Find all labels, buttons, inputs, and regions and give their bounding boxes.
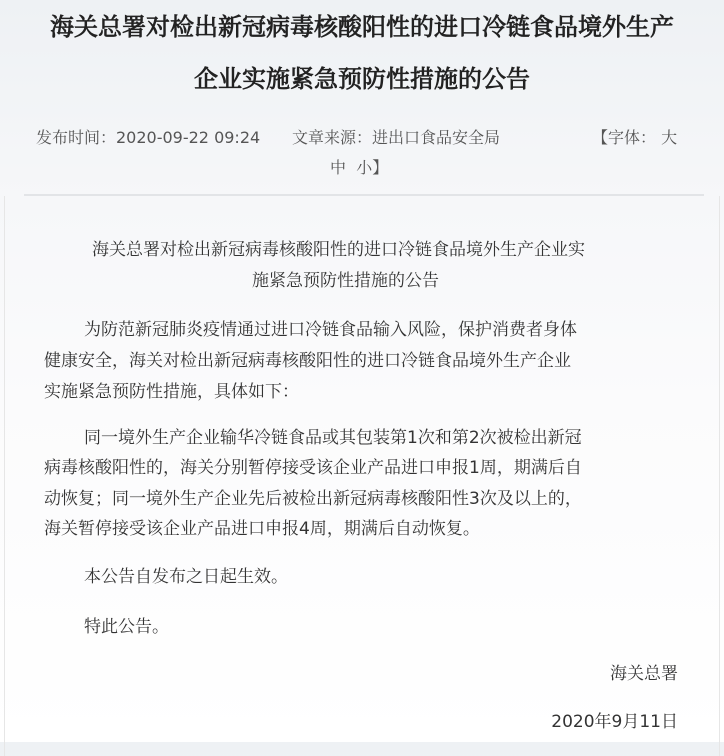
font-size-selector-cont bbox=[330, 157, 388, 179]
paragraph-1-line-2: 健康安全，海关对检出新冠病毒核酸阳性的进口冷链食品境外生产企业 bbox=[44, 351, 571, 371]
subtitle-line-1: 海关总署对检出新冠病毒核酸阳性的进口冷链食品境外生产企业实 bbox=[92, 240, 585, 260]
paragraph-2-line-3: 动恢复；同一境外生产企业先后被检出新冠病毒核酸阳性3次及以上的， bbox=[44, 489, 582, 509]
paragraph-3: 本公告自发布之日起生效。 bbox=[84, 567, 288, 587]
signature: 海关总署 bbox=[610, 664, 678, 684]
paragraph-1-line-3: 实施紧急预防性措施，具体如下： bbox=[44, 382, 299, 402]
paragraph-4: 特此公告。 bbox=[84, 617, 169, 637]
article-title-line-1: 海关总署对检出新冠病毒核酸阳性的进口冷链食品境外生产 bbox=[50, 13, 674, 41]
paragraph-1-line-1: 为防范新冠肺炎疫情通过进口冷链食品输入风险，保护消费者身体 bbox=[84, 320, 577, 340]
font-size-suffix: 】 bbox=[372, 158, 389, 177]
font-size-prefix: 【字体： bbox=[592, 128, 657, 147]
font-size-large-link[interactable]: 大 bbox=[661, 128, 678, 147]
paragraph-2-line-1: 同一境外生产企业输华冷链食品或其包装第1次和第2次被检出新冠 bbox=[84, 428, 582, 448]
paragraph-2-line-4: 海关暂停接受该企业产品进口申报4周，期满后自动恢复。 bbox=[44, 519, 480, 539]
publish-time: 发布时间：2020-09-22 09:24 bbox=[36, 128, 261, 147]
article-title-line-2: 企业实施紧急预防性措施的公告 bbox=[194, 65, 530, 93]
font-size-selector bbox=[592, 127, 677, 149]
subtitle-line-2: 施紧急预防性措施的公告 bbox=[252, 271, 439, 291]
font-size-medium-link[interactable]: 中 bbox=[330, 158, 347, 177]
article-source: 文章来源：进出口食品安全局 bbox=[292, 128, 501, 147]
signature-date: 2020年9月11日 bbox=[551, 712, 678, 732]
font-size-small-link[interactable]: 小 bbox=[356, 158, 373, 177]
paragraph-2-line-2: 病毒核酸阳性的，海关分别暂停接受该企业产品进口申报1周，期满后自 bbox=[44, 458, 582, 478]
